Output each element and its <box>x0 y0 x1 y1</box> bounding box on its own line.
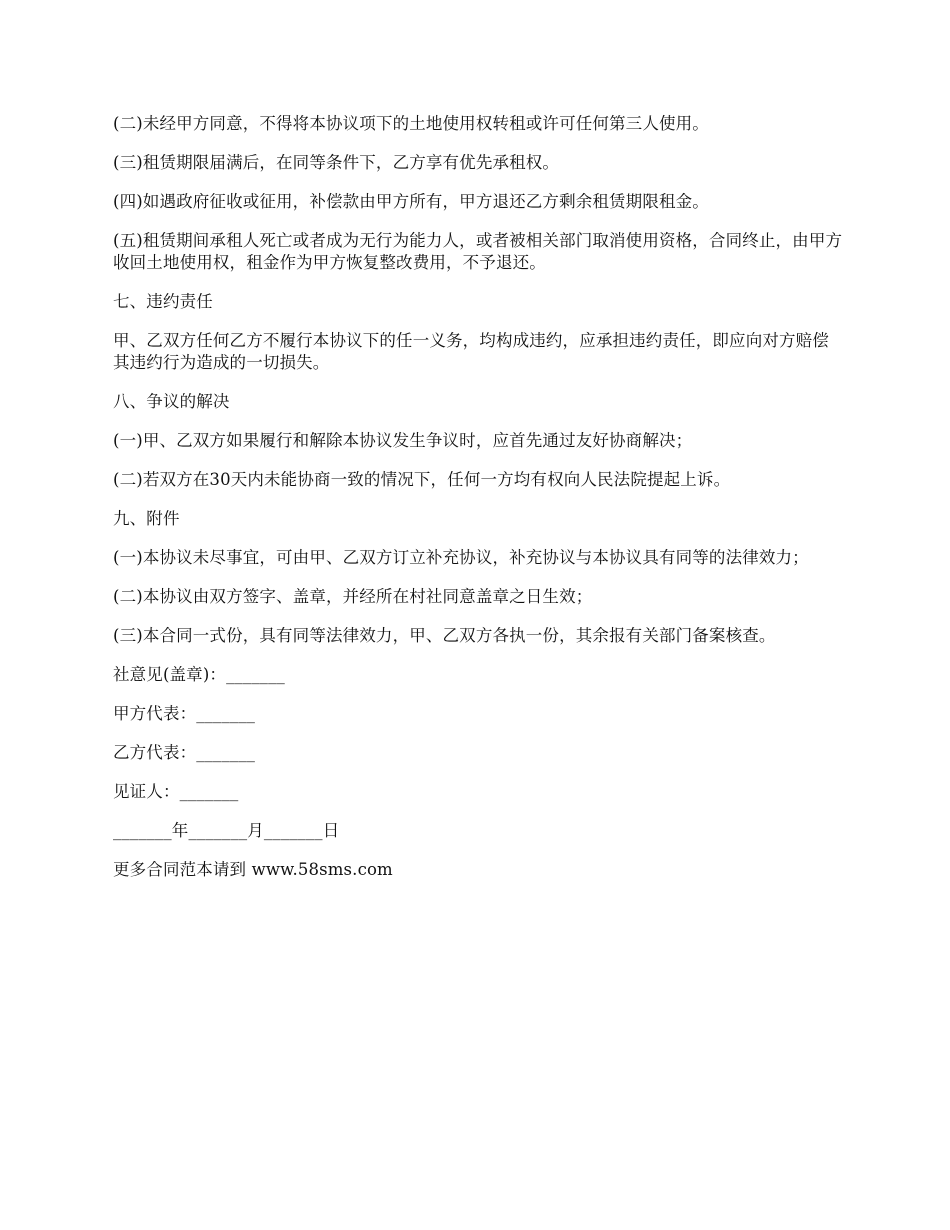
section-8-clause-1: (一)甲、乙双方如果履行和解除本协议发生争议时，应首先通过友好协商解决； <box>113 431 693 450</box>
footer-source-note: 更多合同范本请到 www.58sms.com <box>113 860 393 879</box>
section-7-heading: 七、违约责任 <box>113 292 213 311</box>
signature-party-b: 乙方代表：_______ <box>113 743 256 762</box>
section-8-heading: 八、争议的解决 <box>113 392 230 411</box>
clause-4-expropriation: (四)如遇政府征收或征用，补偿款由甲方所有，甲方退还乙方剩余租赁期限租金。 <box>113 192 709 211</box>
signature-date: _______年_______月_______日 <box>113 821 340 840</box>
clause-3-priority-lease: (三)租赁期限届满后，在同等条件下，乙方享有优先承租权。 <box>113 153 560 172</box>
section-8-clause-2: (二)若双方在30天内未能协商一致的情况下，任何一方均有权向人民法院提起上诉。 <box>113 470 731 489</box>
section-9-clause-2: (二)本协议由双方签字、盖章，并经所在村社同意盖章之日生效； <box>113 587 593 606</box>
document-body <box>113 113 843 898</box>
section-9-clause-1: (一)本协议未尽事宜，可由甲、乙双方订立补充协议，补充协议与本协议具有同等的法律效力； <box>113 548 809 567</box>
signature-witness: 见证人：_______ <box>113 782 239 801</box>
signature-community: 社意见(盖章)：_______ <box>113 665 285 684</box>
section-9-clause-3: (三)本合同一式份，具有同等法律效力，甲、乙双方各执一份，其余报有关部门备案核查。 <box>113 626 776 645</box>
section-9-heading: 九、附件 <box>113 509 180 528</box>
signature-party-a: 甲方代表：_______ <box>113 704 256 723</box>
clause-2-no-sublease: (二)未经甲方同意，不得将本协议项下的土地使用权转租或许可任何第三人使用。 <box>113 114 709 133</box>
section-7-body: 甲、乙双方任何乙方不履行本协议下的任一义务，均构成违约，应承担违约责任，即应向对方赔偿其违约行为造成的一切损失。 <box>113 331 829 372</box>
clause-5-termination: (五)租赁期间承租人死亡或者成为无行为能力人，或者被相关部门取消使用资格，合同终止，由甲方收回土地使用权，租金作为甲方恢复整改费用，不予退还。 <box>113 231 843 272</box>
